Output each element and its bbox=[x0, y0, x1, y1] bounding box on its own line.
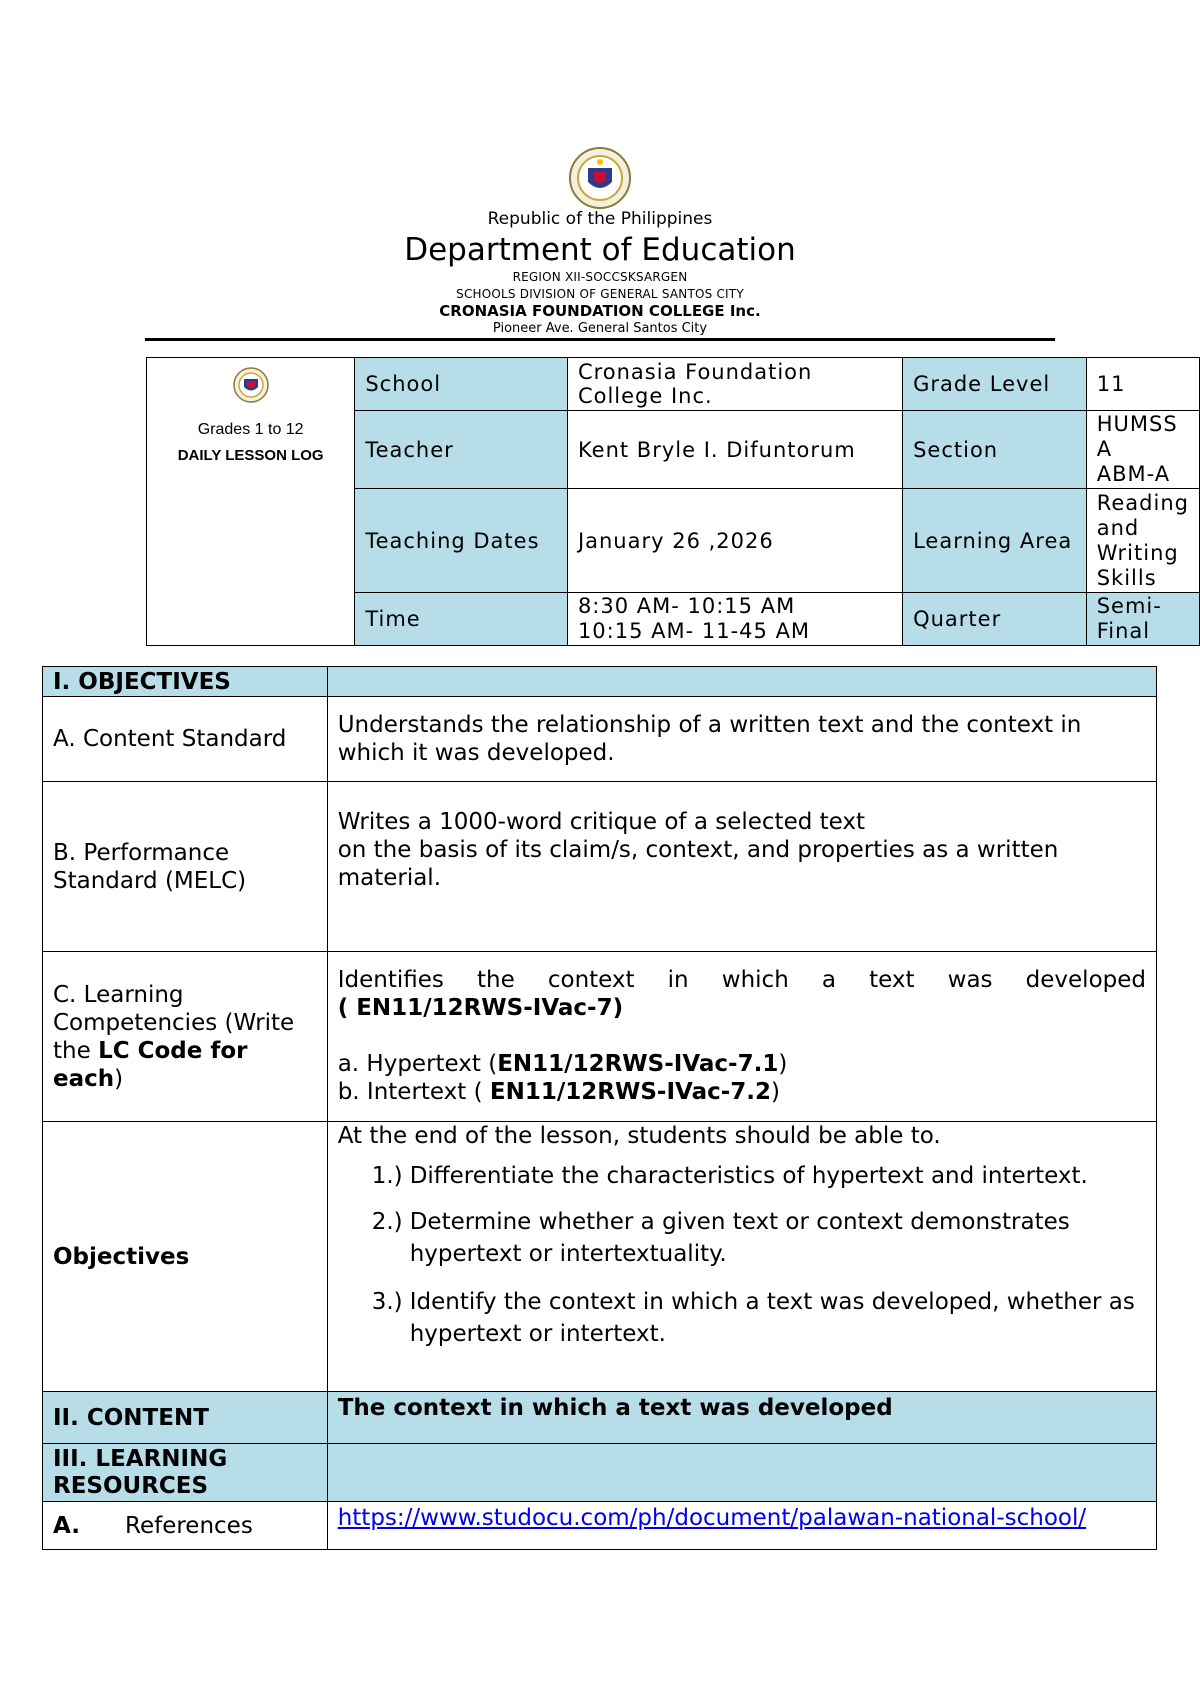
objectives-heading-fill bbox=[327, 667, 1156, 697]
competency-b-code: EN11/12RWS-IVac-7.2 bbox=[489, 1079, 772, 1105]
learning-resources-fill bbox=[327, 1444, 1156, 1502]
objective-number: 1.) bbox=[371, 1163, 403, 1189]
objective-item bbox=[371, 1206, 1146, 1270]
section-value-line: ABM-A bbox=[1096, 462, 1171, 486]
deped-seal-icon bbox=[564, 146, 636, 210]
time-label: Time bbox=[355, 593, 568, 646]
quarter-value bbox=[1086, 593, 1199, 646]
competencies-label-text: C. Learning Competencies (Write the bbox=[53, 981, 295, 1064]
grades-caption: Grades 1 to 12 bbox=[197, 421, 304, 438]
quarter-label: Quarter bbox=[903, 593, 1087, 646]
college-address: Pioneer Ave. General Santos City bbox=[492, 321, 708, 336]
references-cell bbox=[327, 1502, 1156, 1550]
objectives-intro: At the end of the lesson, students should be able to. bbox=[337, 1123, 941, 1149]
objective-item bbox=[371, 1162, 1146, 1190]
time-line: 10:15 AM- 11-45 AM bbox=[577, 619, 811, 643]
section-value-line: HUMSS bbox=[1096, 412, 1178, 436]
objective-text: Identify the context in which a text was developed, whether as hypertext or intertext. bbox=[409, 1289, 1135, 1347]
references-link[interactable]: https://www.studocu.com/ph/document/palawan-national-school/ bbox=[337, 1505, 1087, 1531]
school-value: Cronasia Foundation College Inc. bbox=[567, 358, 902, 411]
school-label: School bbox=[355, 358, 568, 411]
objective-text: Differentiate the characteristics of hypertext and intertext. bbox=[409, 1163, 1088, 1189]
performance-line-1: Writes a 1000-word critique of a selected text bbox=[337, 809, 866, 835]
lc-code-label: LC Code for each bbox=[53, 1037, 248, 1092]
quarter-line: Final bbox=[1096, 619, 1151, 643]
section-value bbox=[1086, 411, 1199, 489]
learning-area-line: Skills bbox=[1096, 565, 1157, 590]
competency-b-label: b. Intertext ( bbox=[337, 1079, 490, 1105]
region-line: REGION XII-SOCCSKSARGEN bbox=[512, 270, 688, 284]
objectives-heading: I. OBJECTIVES bbox=[43, 667, 328, 697]
objective-number: 2.) bbox=[371, 1209, 403, 1235]
teaching-dates-value: January 26 ,2026 bbox=[567, 489, 902, 593]
competency-a bbox=[338, 1050, 1146, 1078]
department-title: Department of Education bbox=[404, 232, 796, 268]
teaching-dates-label: Teaching Dates bbox=[355, 489, 568, 593]
objectives-cell bbox=[327, 1122, 1156, 1392]
deped-seal-small-icon bbox=[157, 366, 344, 411]
teacher-value: Kent Bryle I. Difuntorum bbox=[567, 411, 902, 489]
references-label-cell bbox=[43, 1502, 328, 1550]
learning-area-label: Learning Area bbox=[903, 489, 1087, 593]
content-standard-text: Understands the relationship of a written text and the context in which it was developed. bbox=[327, 697, 1156, 782]
section-label: Section bbox=[903, 411, 1087, 489]
objectives-label: Objectives bbox=[43, 1122, 328, 1392]
learning-area-line: Writing bbox=[1096, 540, 1179, 565]
competency-a-label: a. Hypertext ( bbox=[337, 1051, 498, 1077]
references-letter: A. bbox=[53, 1512, 80, 1539]
competencies-label-close: ) bbox=[114, 1065, 124, 1092]
references-label: References bbox=[125, 1512, 253, 1539]
section-value-line: A bbox=[1096, 437, 1113, 461]
competency-b bbox=[338, 1078, 1146, 1106]
competency-b-close: ) bbox=[771, 1079, 781, 1105]
learning-area-line: and bbox=[1096, 515, 1140, 540]
logo-cell bbox=[147, 358, 355, 646]
content-standard-label: A. Content Standard bbox=[43, 697, 328, 782]
content-text: The context in which a text was developed bbox=[327, 1392, 1156, 1444]
competency-a-close: ) bbox=[778, 1051, 788, 1077]
quarter-line: Semi- bbox=[1096, 594, 1162, 618]
objective-text: Determine whether a given text or context demonstrates hypertext or intertextuality. bbox=[409, 1209, 1070, 1267]
competency-a-code: EN11/12RWS-IVac-7.1 bbox=[497, 1051, 779, 1077]
time-line: 8:30 AM- 10:15 AM bbox=[577, 594, 796, 618]
competency-main: Identifies the context in which a text was developed bbox=[337, 967, 1146, 993]
grade-level-value: 11 bbox=[1086, 358, 1199, 411]
competencies-label bbox=[43, 952, 328, 1122]
performance-standard-label: B. Performance Standard (MELC) bbox=[43, 782, 328, 952]
lesson-plan-table bbox=[42, 666, 1157, 1550]
competency-code: ( EN11/12RWS-IVac-7) bbox=[337, 995, 624, 1021]
content-heading: II. CONTENT bbox=[43, 1392, 328, 1444]
header-divider bbox=[145, 338, 1055, 341]
performance-standard-cell bbox=[327, 782, 1156, 952]
college-name: CRONASIA FOUNDATION COLLEGE Inc. bbox=[439, 302, 761, 320]
objective-item bbox=[371, 1286, 1146, 1350]
objectives-list bbox=[338, 1162, 1146, 1350]
learning-area-value bbox=[1086, 489, 1199, 593]
daily-lesson-log-caption: DAILY LESSON LOG bbox=[177, 447, 324, 464]
teacher-label: Teacher bbox=[355, 411, 568, 489]
division-line: SCHOOLS DIVISION OF GENERAL SANTOS CITY bbox=[456, 287, 744, 301]
performance-line-2: on the basis of its claim/s, context, and properties as a written material. bbox=[337, 837, 1059, 891]
learning-resources-heading: III. LEARNING RESOURCES bbox=[43, 1444, 328, 1502]
republic-title: Republic of the Philippines bbox=[487, 209, 713, 229]
time-value bbox=[567, 593, 902, 646]
grade-level-label: Grade Level bbox=[903, 358, 1087, 411]
learning-area-line: Reading bbox=[1096, 490, 1189, 515]
objective-number: 3.) bbox=[371, 1289, 403, 1315]
competencies-cell bbox=[327, 952, 1156, 1122]
lesson-info-table bbox=[146, 357, 1200, 646]
